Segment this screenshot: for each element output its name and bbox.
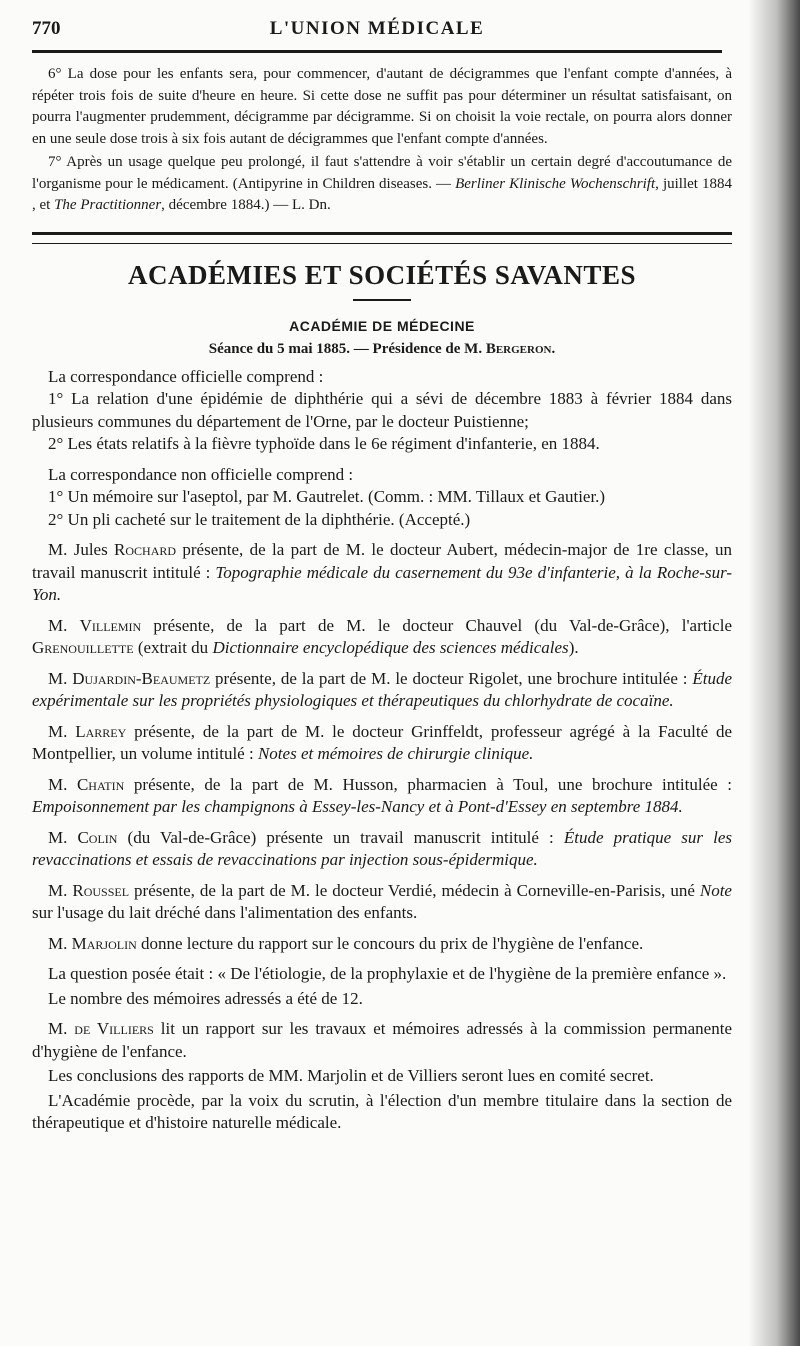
paragraph-larrey: M. Larrey présente, de la part de M. le docteur Grinffeldt, professeur agrégé à la Faculté de Montpellier, un volume intitulé : Notes et mémoires de chirurgie clinique. xyxy=(32,721,732,763)
page-content xyxy=(32,64,732,1135)
correspondence-official-heading: La correspondance officielle comprend : xyxy=(48,366,324,386)
paragraph-academie: L'Académie procède, par la voix du scrutin, à l'élection d'un membre titulaire dans la section de thérapeutique et d'histoire naturelle médicale. xyxy=(32,1090,732,1132)
paragraph-roussel: M. Roussel présente, de la part de M. le docteur Verdié, médecin à Corneville-en-Parisis, uné Note sur l'usage du lait dréché dans l'alimentation des enfants. xyxy=(32,880,732,922)
paragraph-dujardin: M. Dujardin-Beaumetz présente, de la part de M. le docteur Rigolet, une brochure intitulée : Étude expérimentale sur les propriétés physiologiques et thérapeutiques du chlorhydrate de cocaïne. xyxy=(32,668,732,710)
correspondence-unofficial-item: 1° Un mémoire sur l'aseptol, par M. Gautrelet. (Comm. : MM. Tillaux et Gautier.) xyxy=(48,487,606,506)
correspondence-unofficial-heading: La correspondance non officielle comprend : xyxy=(48,464,354,484)
paragraph-chatin: M. Chatin présente, de la part de M. Husson, pharmacien à Toul, une brochure intitulée : Empoisonnement par les champignons à Essey-les-Nancy et à Pont-d'Essey en septembre 1884. xyxy=(32,774,732,816)
paragraph-rochard: M. Jules Rochard présente, de la part de M. le docteur Aubert, médecin-major de 1re classe, un travail manuscrit intitulé : Topographie médicale du casernement du 93e d'infanterie, à la Roche-sur-Yon. xyxy=(32,540,733,604)
journal-title-2: The Practitionner xyxy=(54,197,162,213)
journal-title: Berliner Klinische Wochenschrift xyxy=(455,175,656,192)
page-header xyxy=(32,14,722,46)
page-number: 770 xyxy=(32,18,61,39)
paragraph-marjolin: M. Marjolin donne lecture du rapport sur le concours du prix de l'hygiène de l'enfance. xyxy=(48,933,644,953)
correspondence-official-item: 1° La relation d'une épidémie de diphthérie qui a sévi de décembre 1883 à février 1884 dans plusieurs communes du département de l'Orne, par le docteur Puistienne; xyxy=(32,389,732,431)
correspondence-unofficial-item: 2° Un pli cacheté sur le traitement de la diphthérie. (Accepté.) xyxy=(48,509,471,529)
seance-line: Séance du 5 mai 1885. — Présidence de M. Bergeron. xyxy=(208,340,556,357)
paragraph-7: 7° Après un usage quelque peu prolongé, il faut s'attendre à voir s'établir un certain degré d'accoutumance de l'organisme pour le médicament. (Antipyrine in Children diseases. — Berliner Klinische Wochenschrift, juillet 1884 , et The Practitionner, décembre 1884.) — L. Dn. xyxy=(32,154,732,213)
header-rule xyxy=(32,50,722,53)
paragraph-villiers: M. de Villiers lit un rapport sur les travaux et mémoires adressés à la commission permanente d'hygiène de l'enfance. xyxy=(32,1019,732,1061)
paragraph-6: 6° La dose pour les enfants sera, pour commencer, d'autant de décigrammes que l'enfant compte d'années, à répéter trois fois de suite d'heure en heure. Si cette dose ne suffit pas pour déterminer un résultat satisfaisant, on pourra l'augmenter prudemment, décigramme par décigramme. Si on choisit la voie rectale, on pourra alors donner en une seule dose trois à six fois autant de décigrammes que l'enfant compte d'années. xyxy=(32,66,732,147)
paragraph-colin: M. Colin (du Val-de-Grâce) présente un travail manuscrit intitulé : Étude pratique sur les revaccinations et essais de revaccinations par injection sous-épidermique. xyxy=(32,827,732,869)
minutes-body xyxy=(32,366,732,1135)
paragraph-question: La question posée était : « De l'étiologie, de la prophylaxie et de l'hygiène de la première enfance ». xyxy=(48,964,727,983)
title-underline xyxy=(353,299,411,301)
section-title: ACADÉMIES ET SOCIÉTÉS SAVANTES xyxy=(128,259,636,290)
intro-section xyxy=(32,64,732,217)
running-title: L'UNION MÉDICALE xyxy=(269,18,485,39)
subsection-title: ACADÉMIE DE MÉDECINE xyxy=(289,317,475,334)
section-divider xyxy=(32,232,732,244)
correspondence-official-item: 2° Les états relatifs à la fièvre typhoïde dans le 6e régiment d'infanterie, en 1884. xyxy=(48,434,600,453)
paragraph-nombre: Le nombre des mémoires adressés a été de 12. xyxy=(48,988,363,1008)
paragraph-villemin: M. Villemin présente, de la part de M. le docteur Chauvel (du Val-de-Grâce), l'article Grenouillette (extrait du Dictionnaire encyclopédique des sciences médicales). xyxy=(32,615,732,657)
page-edge-shadow xyxy=(748,0,800,1346)
paragraph-conclusions: Les conclusions des rapports de MM. Marjolin et de Villiers seront lues en comité secret. xyxy=(48,1066,654,1085)
